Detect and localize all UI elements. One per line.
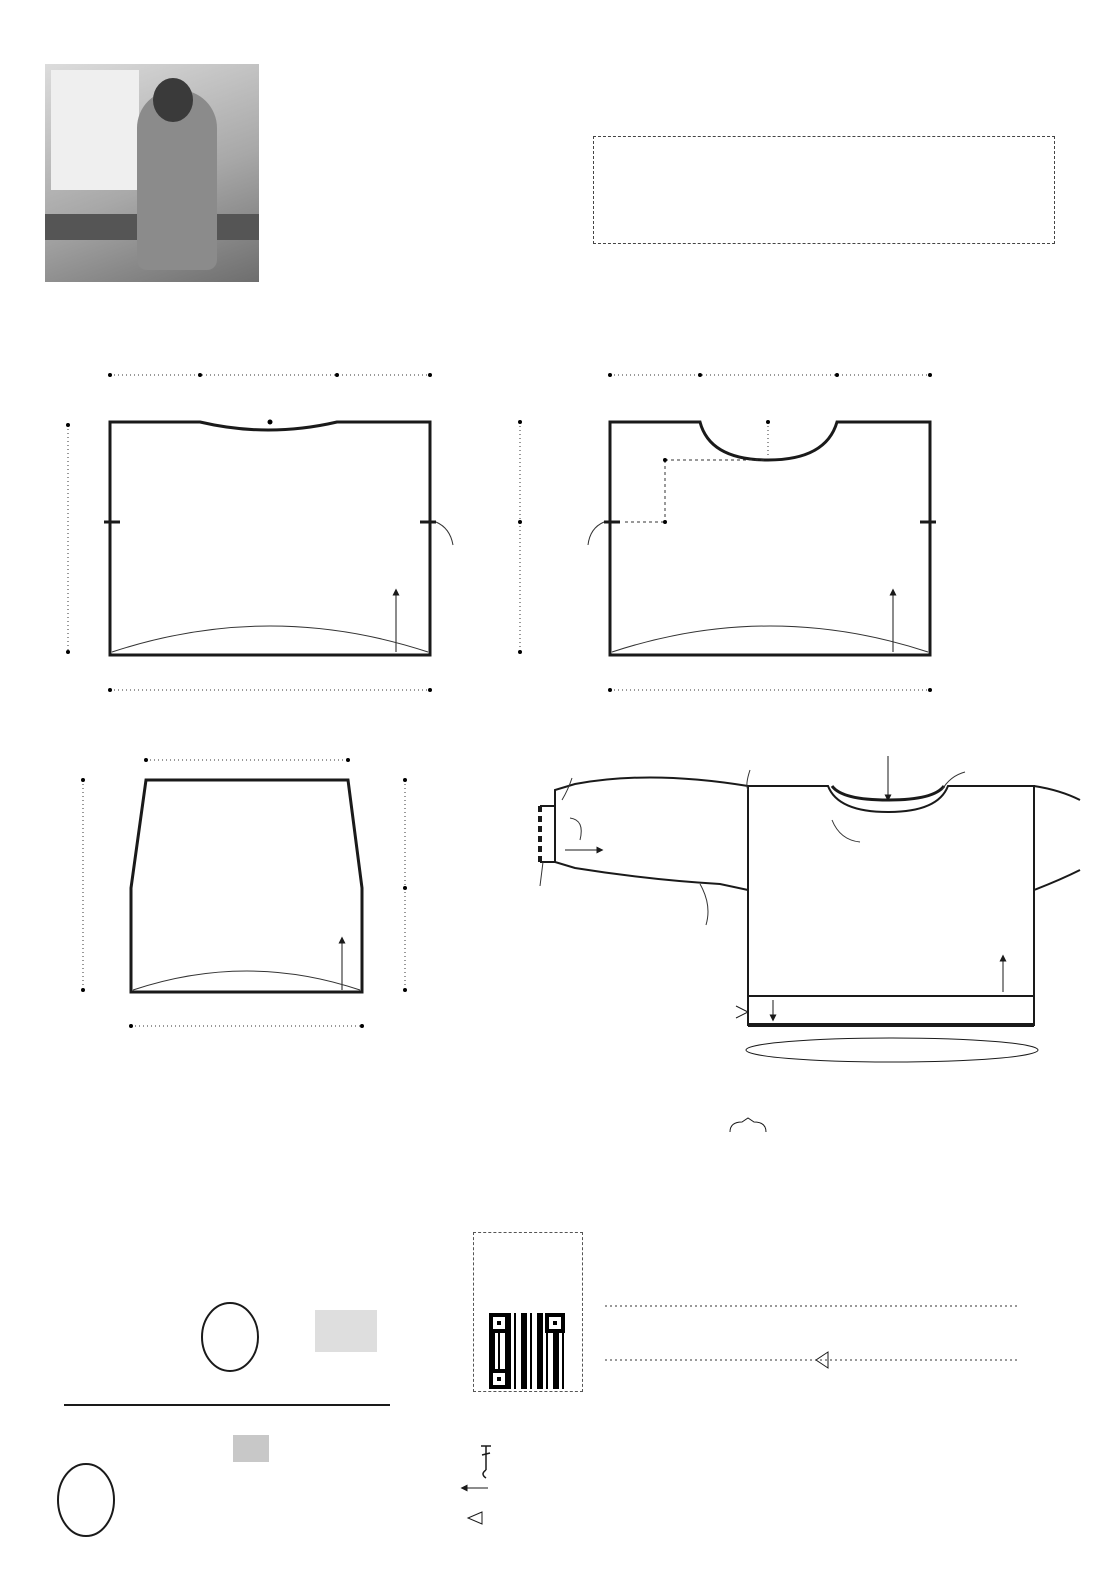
front-body-diagram [588,373,936,692]
pattern-repeat-box [315,1310,377,1352]
sleeve-diagram [81,758,407,1028]
legend-circle-swatch [58,1464,114,1536]
legend-repeat-swatch [233,1435,269,1462]
legend-attach-icon [468,1512,482,1524]
assembly-body [748,786,1034,1025]
legend-post-stitch-icon [481,1446,491,1478]
body-height-measure [518,420,522,654]
back-body-outline [110,422,430,655]
assembly-diagram [540,756,1080,1062]
sleeve-outline [131,780,362,992]
back-body-diagram [66,373,453,692]
pattern-chart [58,1303,390,1536]
pattern-circle-mark [202,1303,258,1371]
cuff-chart [464,1118,1020,1524]
front-body-outline [610,422,930,655]
